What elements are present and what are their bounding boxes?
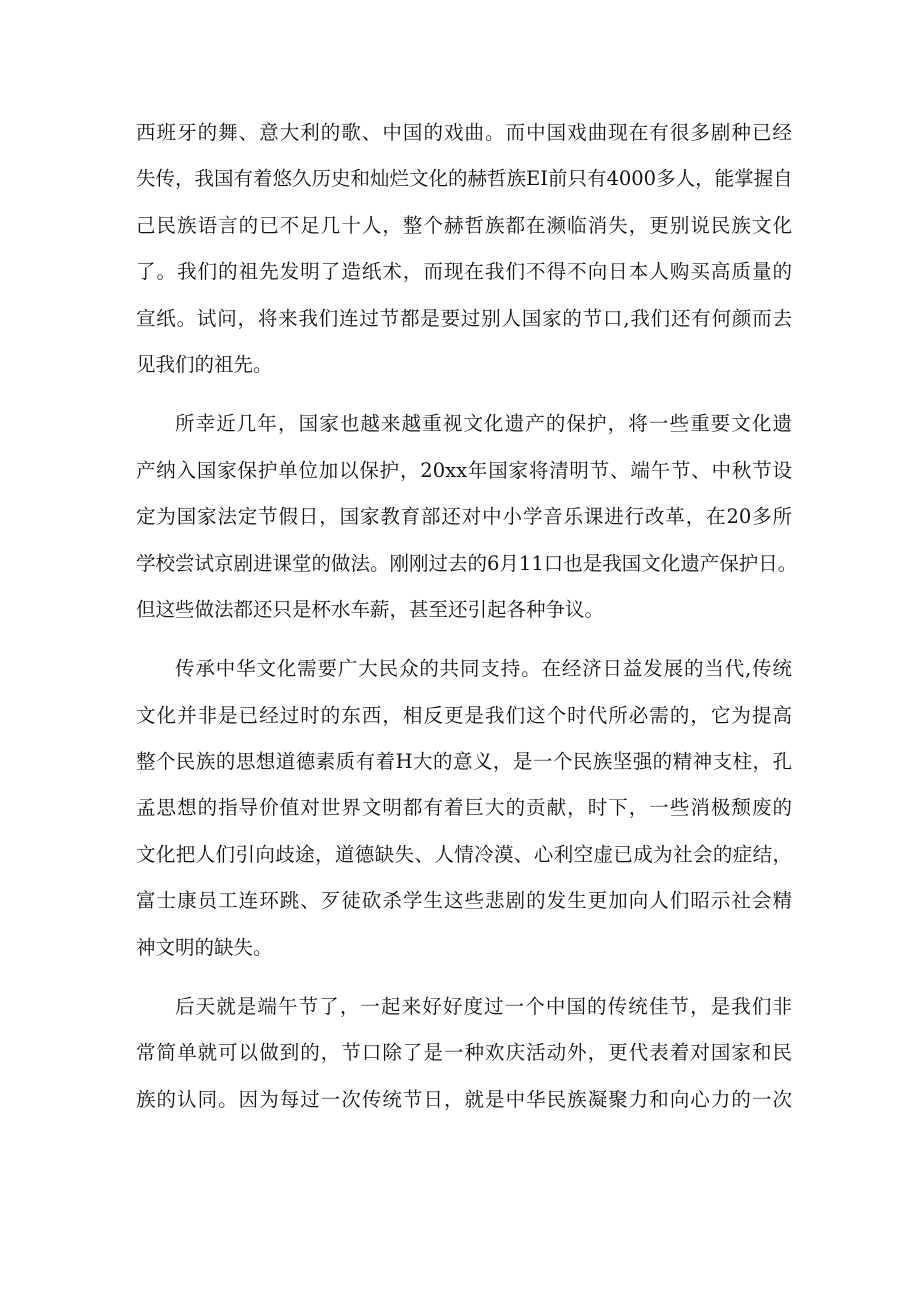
text-line: 富士康员工连环跳、歹徒砍杀学生这些悲剧的发生更加向人们昭示社会精 <box>136 889 792 913</box>
text-line: 了。我们的祖先发明了造纸术，而现在我们不得不向日本人购买高质量的 <box>136 260 792 284</box>
text-line: 见我们的祖先。 <box>136 352 273 376</box>
document-body <box>136 110 798 1123</box>
text-line: 常简单就可以做到的，节口除了是一种欢庆活动外，更代表着对国家和民 <box>136 1041 792 1065</box>
text-line: 产纳入国家保护单位加以保护，20xx年国家将清明节、端午节、中秋节设 <box>136 458 792 482</box>
text-line: 失传，我国有着悠久历史和灿烂文化的赫哲族EI前只有4000多人，能掌握自 <box>136 167 793 191</box>
text-line: 文化把人们引向歧途，道德缺失、人情冷漠、心利空虚已成为社会的症结， <box>136 842 792 866</box>
paragraph <box>136 646 792 971</box>
text-line: 孟思想的指导价值对世界文明都有着巨大的贡献，时下，一些消极颓废的 <box>136 796 792 820</box>
text-line: 西班牙的舞、意大利的歌、中国的戏曲。而中国戏曲现在有很多剧种已经 <box>136 121 792 144</box>
text-line: 整个民族的思想道德素质有着H大的意义，是一个民族坚强的精神支柱，孔 <box>136 750 792 774</box>
text-line: 定为国家法定节假日，国家教育部还对中小学音乐课进行改革，在20多所 <box>136 505 792 529</box>
text-line: 宣纸。试问，将来我们连过节都是要过别人国家的节口,我们还有何颜而去 <box>136 306 792 330</box>
text-line: 己民族语言的已不足几十人，整个赫哲族都在濒临消失，更别说民族文化 <box>136 213 792 237</box>
paragraph <box>136 401 798 633</box>
text-line: 所幸近几年，国家也越来越重视文化遗产的保护，将一些重要文化遗 <box>175 412 792 436</box>
text-line: 神文明的缺失。 <box>136 935 273 959</box>
text-line: 但这些做法都还只是杯水车薪，甚至还引起各种争议。 <box>136 597 605 621</box>
text-line: 学校尝试京剧进课堂的做法。刚刚过去的6月11口也是我国文化遗产保护日。 <box>136 551 798 575</box>
text-line: 文化并非是已经过时的东西，相反更是我们这个时代所必需的，它为提高 <box>136 703 792 727</box>
paragraph-spacer <box>136 971 792 984</box>
text-line: 族的认同。因为每过一次传统节日，就是中华民族凝聚力和向心力的一次 <box>136 1087 792 1111</box>
paragraph <box>136 984 792 1123</box>
text-line: 后天就是端午节了，一起来好好度过一个中国的传统佳节，是我们非 <box>175 995 792 1019</box>
paragraph-spacer <box>136 388 792 401</box>
paragraph <box>136 110 792 388</box>
paragraph-spacer <box>136 633 792 646</box>
text-line: 传承中华文化需要广大民众的共同支持。在经济日益发展的当代,传统 <box>175 657 792 681</box>
